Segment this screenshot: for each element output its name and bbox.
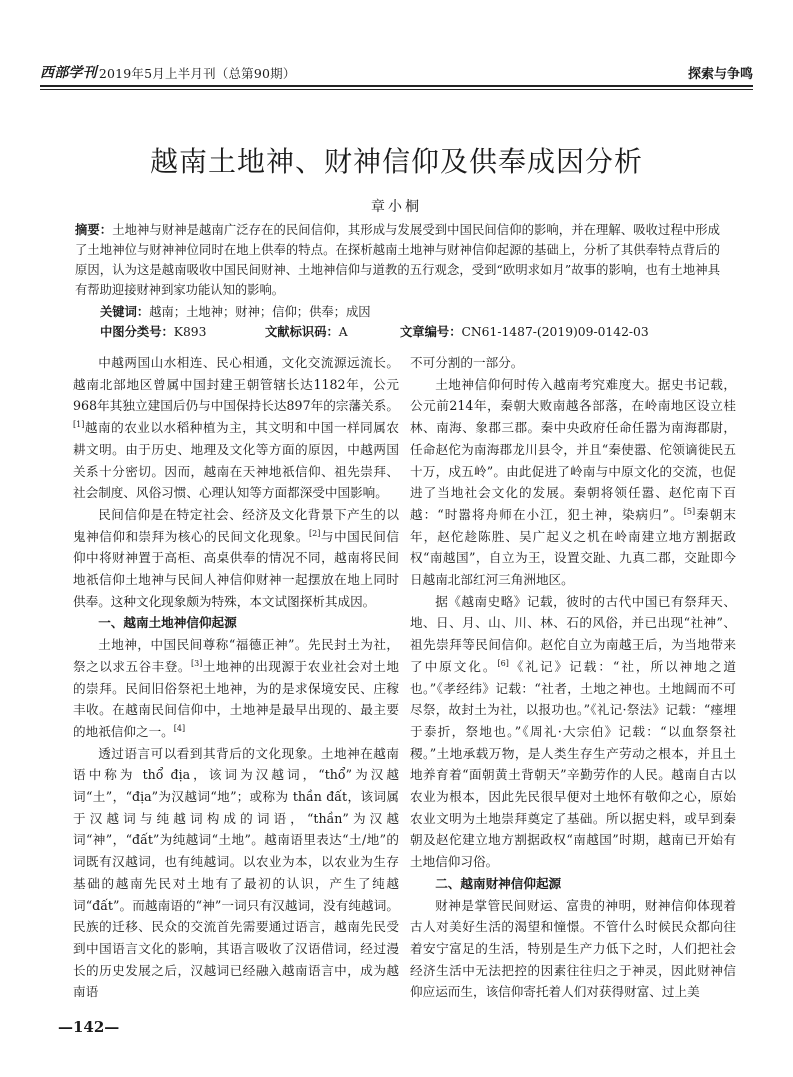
section-heading-1: 一、越南土地神信仰起源 <box>98 615 237 631</box>
page-number: —142— <box>58 1018 120 1036</box>
abstract <box>75 220 720 300</box>
paragraph: 中越两国山水相连、民心相通，文化交流源远流长。越南北部地区曾属中国封建王朝管辖长达1182年，公元968年其独立建国后仍与中国保持长达897年的宗藩关系。[1]越南的农业以水稻种植为主，其文明和中国一样同属农耕文明。由于历史、地理及文化等方面的原因，中越两国关系十分密切。因而，越南在天神地祇信仰、祖先崇拜、社会制度、风俗习惯、心理认知等方面都深受中国影响。 <box>73 355 399 501</box>
abstract-label: 摘要： <box>75 223 113 237</box>
header-rule-thick <box>40 85 753 87</box>
citation-mark: [5] <box>683 506 696 516</box>
citation-mark: [4] <box>173 723 186 733</box>
citation-mark: [6] <box>497 658 509 668</box>
citation-mark: [3] <box>191 658 203 668</box>
keywords <box>100 302 720 322</box>
section-heading-2: 二、越南财神信仰起源 <box>435 875 562 891</box>
article-author: 章小桐 <box>371 199 422 215</box>
body-column-left <box>73 352 399 1003</box>
keywords-label: 关键词： <box>100 305 150 319</box>
paragraph: 据《越南史略》记载，彼时的古代中国已有祭拜天、地、日、月、山、川、林、石的风俗，并已出现“社神”、祖先崇拜等民间信仰。赵佗自立为南越王后，为当地带来了中原文化。[6]《礼记》记载：“社，所以神地之道也。”《孝经纬》记载：“社者，土地之神也。土地阔而不可尽祭，故封土为社，以报功也。”《礼记·祭法》记载：“瘗埋于泰折，祭地也。”《周礼·大宗伯》记载：“以血祭祭社稷。”土地承载万物，是人类生存生产劳动之根本，并且土地养育着“面朝黄土背朝天”辛勤劳作的人民。越南自古以农业为根本，因此先民很早便对土地怀有敬仰之心，原始农业文明为土地崇拜奠定了基础。所以据史料，或早到秦朝及赵佗建立地方割据政权“南越国”时期，越南已开始有土地信仰习俗。 <box>410 593 736 870</box>
issue-info: 2019年5月上半月刊（总第90期） <box>98 66 296 81</box>
citation-mark: [1] <box>73 419 85 429</box>
doc-code-label: 文献标识码： <box>265 325 339 339</box>
paragraph: 财神是掌管民间财运、富贵的神明，财神信仰体现着古人对美好生活的渴望和憧憬。不管什么时候民众都向往着安宁富足的生活，特别是生产力低下之时，人们把社会经济生活中无法把控的因素往往归之于神灵，因此财神信仰应运而生，该信仰寄托着人们对获得财富、过上美 <box>410 897 736 1000</box>
keywords-text: 越南；土地神；财神；信仰；供奉；成因 <box>149 305 371 319</box>
article-title: 越南土地神、财神信仰及供奉成因分析 <box>149 145 643 178</box>
journal-name: 西部学刊 <box>40 65 97 81</box>
body-column-right <box>410 352 736 1003</box>
header-rule-thin <box>40 89 753 90</box>
classification-line <box>100 322 740 342</box>
clc-label: 中图分类号： <box>100 325 174 339</box>
abstract-text: 土地神与财神是越南广泛存在的民间信仰，其形成与发展受到中国民间信仰的影响，并在理解、吸收过程中形成了土地神位与财神神位同时在地上供奉的特点。在探析越南土地神与财神信仰起源的基础上，分析了其供奉特点背后的原因，认为这是越南吸收中国民间财神、土地神信仰与道教的五行观念，受到“欧明求如月”故事的影响，也有土地神具有帮助迎接财神到家功能认知的影响。 <box>75 223 720 297</box>
paragraph: 土地神，中国民间尊称“福德正神”。先民封土为社，祭之以求五谷丰登。[3]土地神的出现源于农业社会对土地的崇拜。民间旧俗祭祀土地神，为的是求保境安民、庄稼丰收。在越南民间信仰中，土地神是最早出现的、最主要的地祇信仰之一。[4] <box>73 637 400 739</box>
paragraph: 透过语言可以看到其背后的文化现象。土地神在越南语中称为 thổ địa，该词为汉越词，“thổ”为汉越词“土”，“địa”为汉越词“地”；或称为 thần đất，该词属于汉越词与纯越词构成的词语，“thần”为汉越词“神”，“đất”为纯越词“土地”。越南语里表达“土/地”的词既有汉越词，也有纯越词。以农业为本，以农业为生存基础的越南先民对土地有了最初的认识，产生了纯越词“đất”。而越南语的“神”一词只有汉越词，没有纯越词。民族的迁移、民众的交流首先需要通过语言，越南先民受到中国语言文化的影响，其语言吸收了汉语借词，经过漫长的历史发展之后，汉越词已经融入越南语言中，成为越南语 <box>73 745 399 1000</box>
header-journal-info <box>40 62 296 82</box>
doc-code-value: A <box>338 325 348 339</box>
article-number-label: 文章编号： <box>400 325 462 339</box>
paragraph: 民间信仰是在特定社会、经济及文化背景下产生的以鬼神信仰和崇拜为核心的民间文化现象。[2]与中国民间信仰中将财神置于高柜、高桌供奉的情况不同，越南将民间地祇信仰土地神与民间人神信仰财神一起摆放在地上同时供奉。这种文化现象颇为特殊，本文试图探析其成因。 <box>73 506 400 609</box>
paragraph: 不可分割的一部分。 <box>410 355 524 370</box>
paragraph: 土地神信仰何时传入越南考究难度大。据史书记载，公元前214年，秦朝大败南越各部落，在岭南地区设立桂林、南海、象郡三郡。秦中央政府任命任嚣为南海郡尉，任命赵佗为南海郡龙川县令，并且“秦使嚣、佗领谪徙民五十万，戍五岭”。由此促进了岭南与中原文化的交流，也促进了当地社会文化的发展。秦朝将领任嚣、赵佗南下百越：“时嚣将舟师在小江，犯土神，染病归”。[5]秦朝末年，赵佗趁陈胜、吴广起义之机在岭南建立地方割据政权“南越国”，自立为王，设置交趾、九真二郡，交趾即今日越南北部红河三角洲地区。 <box>410 376 736 588</box>
section-name: 探索与争鸣 <box>687 67 753 82</box>
citation-mark: [2] <box>309 528 321 538</box>
running-header <box>40 60 753 82</box>
clc-value: K893 <box>173 325 207 339</box>
article-number-value: CN61-1487-(2019)09-0142-03 <box>461 325 649 339</box>
